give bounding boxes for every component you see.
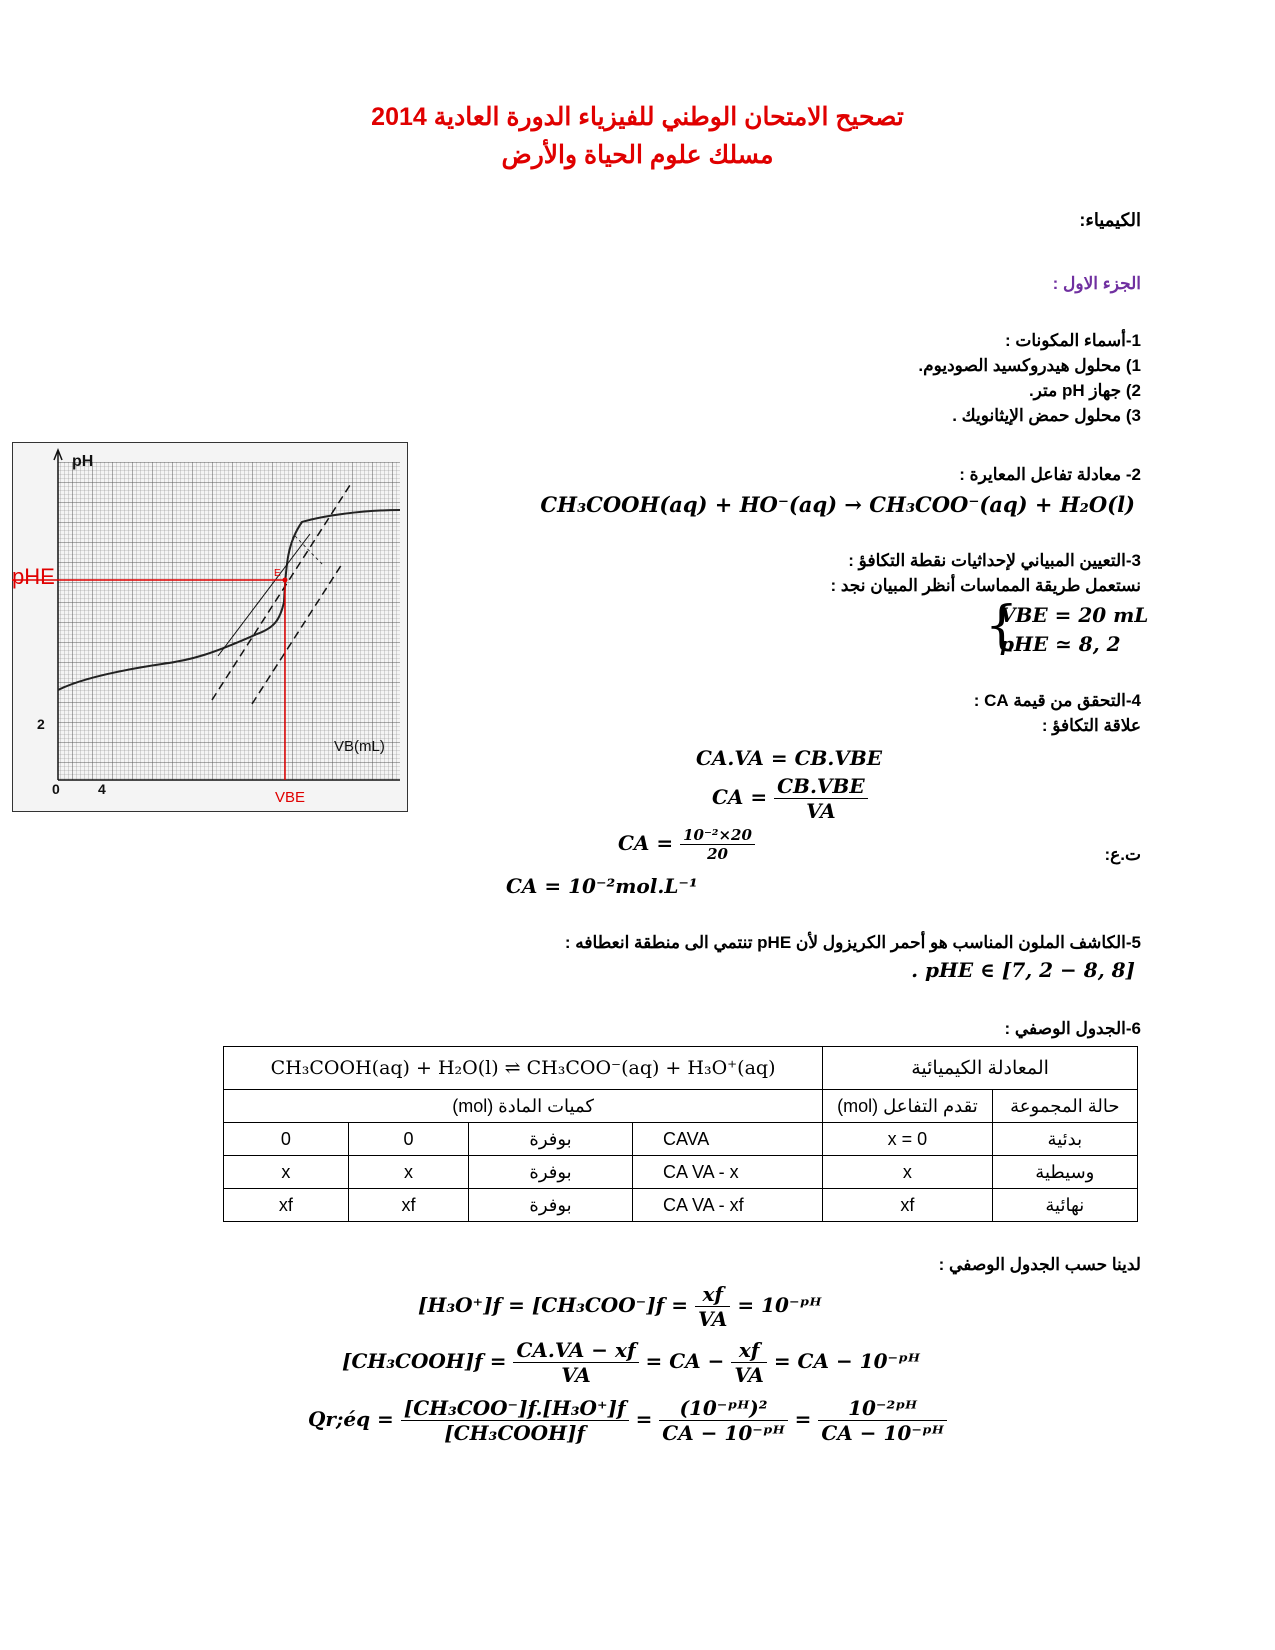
f3-fraction-3 [818,1396,946,1445]
x-axis-label: VB(mL) [334,738,385,755]
page-subtitle: مسلك علوم الحياة والأرض [501,141,774,169]
q2-equation: CH₃COOH(aq) + HO⁻(aq) → CH₃COO⁻(aq) + H₂O(l) [540,492,1135,517]
q5-line2: . pHE ∈ [7, 2 − 8, 8] [911,958,1135,982]
f3-num3: 10⁻²ᵖᴴ [818,1396,946,1421]
cell-water: بوفرة [469,1123,633,1156]
q4-eq2-fraction [774,774,867,823]
q5-line1 [341,930,1141,955]
cell-x: xf [823,1189,993,1222]
f1-lhs: [H₃O⁺]f = [CH₃COO⁻]f = [418,1293,688,1317]
cell-h3o: 0 [224,1123,349,1156]
f2-lhs: [CH₃COOH]f = [342,1349,507,1373]
cell-base: xf [348,1189,468,1222]
f1-den: VA [697,1307,728,1331]
f3-num1: [CH₃COO⁻]f.[H₃O⁺]f [401,1396,629,1421]
cell-state: بدئية [992,1123,1137,1156]
table-progress-label: تقدم التفاعل (mol) [823,1090,993,1123]
f3-fraction-1 [401,1396,629,1445]
f3-num2: (10⁻ᵖᴴ)² [659,1396,787,1421]
q4-eq3-lhs: CA = [618,831,674,855]
q1-title: 1-أسماء المكونات : [1004,331,1141,350]
cell-state: وسيطية [992,1156,1137,1189]
f2-fraction-1 [513,1338,638,1387]
table-quantities-label: كميات المادة (mol) [224,1090,823,1123]
vbe-label: VBE [275,789,306,806]
q1-block [541,328,1141,428]
q2-title: 2- معادلة تفاعل المعايرة : [959,465,1141,484]
descriptive-table [223,1046,1138,1222]
cell-x: x [823,1156,993,1189]
q4-eq4: CA = 10⁻²mol.L⁻¹ [506,874,698,898]
cell-x: x = 0 [823,1123,993,1156]
f1-num: xf [695,1282,730,1307]
cell-acid: CAVA [632,1123,822,1156]
table-state-label: حالة المجموعة [992,1090,1137,1123]
formula-3 [308,1396,947,1445]
chemistry-heading: الكيمياء: [1079,210,1141,230]
cell-water: بوفرة [469,1156,633,1189]
f2-mid: = CA − [645,1349,725,1373]
cell-base: 0 [348,1123,468,1156]
cell-h3o: x [224,1156,349,1189]
brace: { [985,596,1019,656]
q1-item-1: 1) محلول هيدروكسيد الصوديوم. [918,356,1141,375]
q6-title: 6-الجدول الوصفي : [1004,1019,1141,1038]
page-title: تصحيح الامتحان الوطني للفيزياء الدورة العادية 2014 [371,103,904,131]
q1-item-2: 2) جهاز pH متر. [1028,381,1141,400]
cell-acid: CA VA - xf [632,1189,822,1222]
f2-rhs: = CA − 10⁻ᵖᴴ [773,1349,920,1373]
f2-fraction-2 [731,1338,766,1387]
q4-eq2-lhs: CA = [712,785,768,809]
vbe-value: VBE = 20 mL [1000,603,1149,627]
q4-eq3-den: 20 [707,845,728,863]
q4-eq3-fraction [680,826,755,863]
f1-fraction [695,1282,730,1331]
q4-relation-label: علاقة التكافؤ : [1041,716,1141,735]
q3-line: نستعمل طريقة المماسات أنظر المبيان نجد : [830,576,1141,595]
f3-den2: CA − 10⁻ᵖᴴ [662,1421,785,1445]
q4-eq3 [618,826,755,863]
app-label: ت.ع: [1104,845,1141,864]
table-eq-label: المعادلة الكيميائية [823,1047,1138,1090]
cell-h3o: xf [224,1189,349,1222]
q4-eq2-num: CB.VBE [774,774,867,799]
x-tick-0: 0 [52,781,60,797]
phe-label: pHE [12,564,55,589]
titration-graph [12,442,408,812]
equivalence-point [283,578,288,583]
q4-eq3-num: 10⁻²×20 [680,826,755,845]
table-row [224,1123,1138,1156]
table-row [224,1156,1138,1189]
q5-line1-text: 5-الكاشف الملون المناسب هو أحمر الكريزول لأن pHE تنتمي الى منطقة انعطافه : [564,933,1141,952]
phe-value: pHE ≃ 8, 2 [1000,632,1121,656]
f1-rhs: = 10⁻ᵖᴴ [737,1293,822,1317]
q4-eq2-den: VA [806,799,836,823]
table-equation: CH₃COOH(aq) + H₂O(l) ⇌ CH₃COO⁻(aq) + H₃O⁺(aq) [224,1047,823,1090]
part1-heading: الجزء الاول : [1052,274,1141,293]
f2-den2: VA [734,1363,764,1387]
cell-acid: CA VA - x [632,1156,822,1189]
f3-equals-1: = [635,1407,653,1431]
x-tick-4: 4 [98,781,106,797]
f3-lhs: Qr;éq = [308,1407,394,1431]
f2-num2: xf [731,1338,766,1363]
f3-fraction-2 [659,1396,787,1445]
cell-state: نهائية [992,1189,1137,1222]
q4-title: 4-التحقق من قيمة CA : [973,691,1141,710]
formula-1 [418,1282,821,1331]
point-e-label: E [274,568,281,579]
q3-title: 3-التعيين المبياني لإحداثيات نقطة التكافؤ : [848,551,1141,570]
q4-eq2 [712,774,868,823]
cell-water: بوفرة [469,1189,633,1222]
f3-den3: CA − 10⁻ᵖᴴ [821,1421,944,1445]
graph-major-grid [58,462,400,780]
formula-2 [342,1338,920,1387]
q4-eq1: CA.VA = CB.VBE [696,746,883,770]
q1-item-3: 3) محلول حمض الإيثانويك . [952,406,1141,425]
y-axis-label: pH [72,453,94,470]
f3-den1: [CH₃COOH]f [444,1421,586,1445]
f3-equals-2: = [794,1407,812,1431]
q6-after-line: لدينا حسب الجدول الوصفي : [938,1255,1141,1274]
f2-den: VA [561,1363,591,1387]
table-row [224,1189,1138,1222]
y-tick-2: 2 [37,716,45,732]
f2-num: CA.VA − xf [513,1338,638,1363]
cell-base: x [348,1156,468,1189]
